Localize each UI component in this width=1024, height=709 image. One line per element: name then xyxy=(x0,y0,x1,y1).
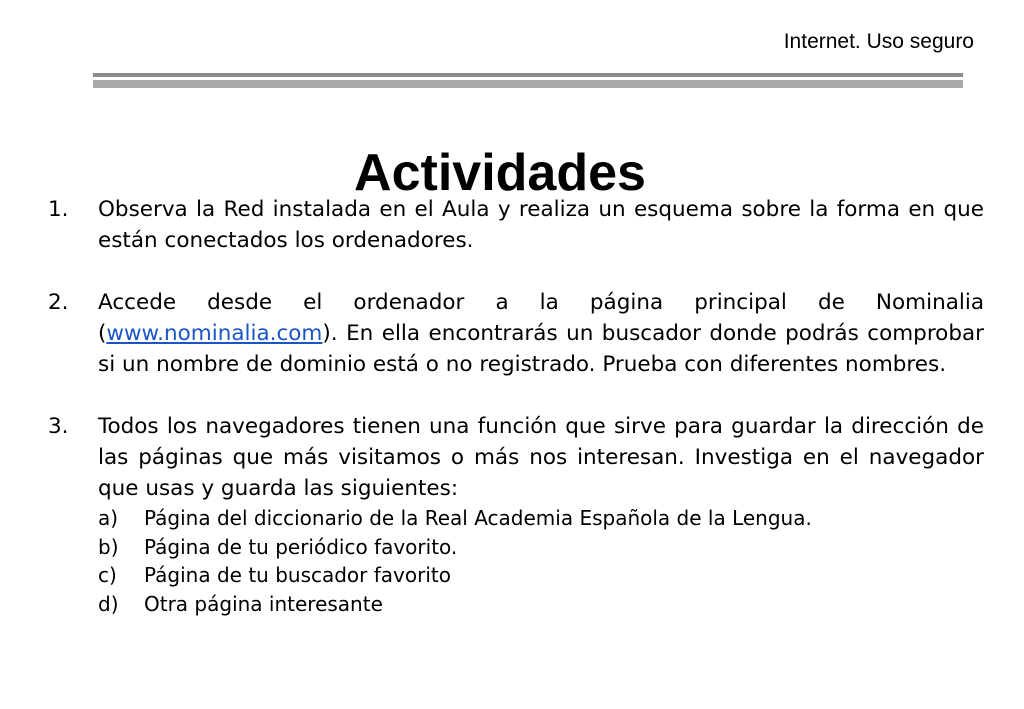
sub-item-marker: a) xyxy=(98,506,119,530)
nominalia-link[interactable]: www.nominalia.com xyxy=(106,321,323,346)
activity-number: 1. xyxy=(48,197,69,222)
header-rule-thick xyxy=(93,80,963,88)
activity-text: Todos los navegadores tienen una función que sirve para guardar la dirección de las páginas que más visitamos o más nos interesan. Investiga en el navegador que usas y guarda las siguientes: xyxy=(98,414,984,501)
activity-text xyxy=(98,287,984,380)
activity-item-2 xyxy=(48,287,984,380)
header-rule-thin xyxy=(93,73,963,77)
activity-text-before-link: Accede desde el ordenador a la página principal de Nominalia ( xyxy=(98,290,984,346)
sub-list xyxy=(98,504,984,618)
sub-item-text: Otra página interesante xyxy=(144,591,383,616)
sub-item-text: Página de tu buscador favorito xyxy=(144,563,451,587)
sub-item-c xyxy=(98,561,984,590)
sub-item-marker: d) xyxy=(98,591,119,616)
activities-list xyxy=(48,194,984,649)
sub-item-marker: b) xyxy=(98,534,119,559)
sub-item-b xyxy=(98,533,984,562)
sub-item-d xyxy=(98,590,984,619)
sub-item-text: Página de tu periódico favorito. xyxy=(144,534,458,559)
activity-item-3 xyxy=(48,411,984,618)
activity-number: 2. xyxy=(48,290,69,315)
sub-item-a xyxy=(98,504,984,533)
activity-text-after-link: ). En ella encontrarás un buscador donde podrás comprobar si un nombre de dominio está o no registrado. Prueba con diferentes nombres. xyxy=(98,321,984,377)
page-title: Actividades xyxy=(354,143,646,202)
header-title: Internet. Uso seguro xyxy=(783,30,974,53)
activity-number: 3. xyxy=(48,414,69,439)
sub-item-text: Página del diccionario de la Real Academia Española de la Lengua. xyxy=(144,506,812,530)
sub-item-marker: c) xyxy=(98,563,117,587)
activity-text: Observa la Red instalada en el Aula y realiza un esquema sobre la forma en que están conectados los ordenadores. xyxy=(98,197,984,253)
activity-item-1 xyxy=(48,194,984,256)
